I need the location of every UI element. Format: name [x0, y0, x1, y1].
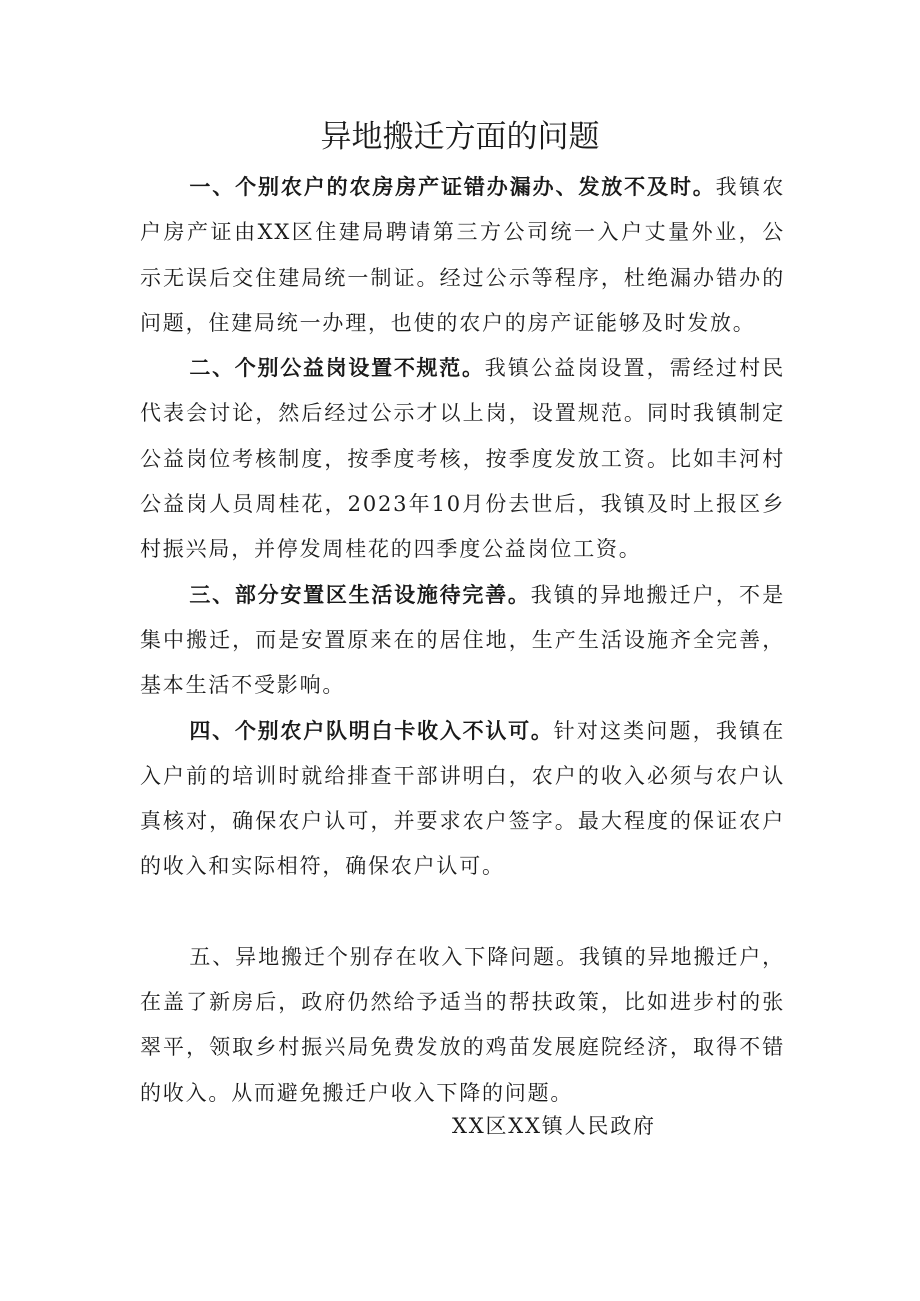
document-body	[140, 165, 785, 1116]
section-2-heading: 二、个别公益岗设置不规范。	[189, 356, 485, 381]
section-4-text: 针对这类问题，我镇在入户前的培训时就给排查干部讲明白，农户的收入必须与农户认真核对，确保农户认可，并要求农户签字。最大程度的保证农户的收入和实际相符，确保农户认可。	[140, 718, 786, 879]
section-3-paragraph	[140, 573, 785, 709]
section-2-text: 我镇公益岗设置，需经过村民代表会讨论，然后经过公示才以上岗，设置规范。同时我镇制定公益岗位考核制度，按季度考核，按季度发放工资。比如丰河村公益岗人员周桂花，2023年10月份去世后，我镇及时上报区乡村振兴局，并停发周桂花的四季度公益岗位工资。	[140, 356, 785, 562]
section-4-paragraph	[140, 709, 785, 890]
section-1-heading: 一、个别农户的农房房产证错办漏办、发放不及时。	[189, 175, 716, 199]
section-4-heading: 四、个别农户队明白卡收入不认可。	[189, 718, 554, 743]
document-title: 异地搬迁方面的问题	[320, 119, 600, 155]
section-1-paragraph	[140, 165, 785, 346]
section-5-paragraph	[140, 935, 785, 1116]
section-1-text: 我镇农户房产证由XX区住建局聘请第三方公司统一入户丈量外业，公示无误后交住建局统一制证。经过公示等程序，杜绝漏办错办的问题，住建局统一办理，也使的农户的房产证能够及时发放。	[140, 175, 785, 335]
section-3-heading: 三、部分安置区生活设施待完善。	[189, 582, 531, 607]
section-5-text: 五、异地搬迁个别存在收入下降问题。我镇的异地搬迁户，在盖了新房后，政府仍然给予适当的帮扶政策，比如进步村的张翠平，领取乡村振兴局免费发放的鸡苗发展庭院经济，取得不错的收入。从而避免搬迁户收入下降的问题。	[140, 944, 785, 1105]
section-3-text: 我镇的异地搬迁户，不是集中搬迁，而是安置原来在的居住地，生产生活设施齐全完善，基本生活不受影响。	[140, 582, 785, 698]
signature-line: XX区XX镇人民政府	[452, 1114, 656, 1138]
section-2-paragraph	[140, 346, 785, 572]
